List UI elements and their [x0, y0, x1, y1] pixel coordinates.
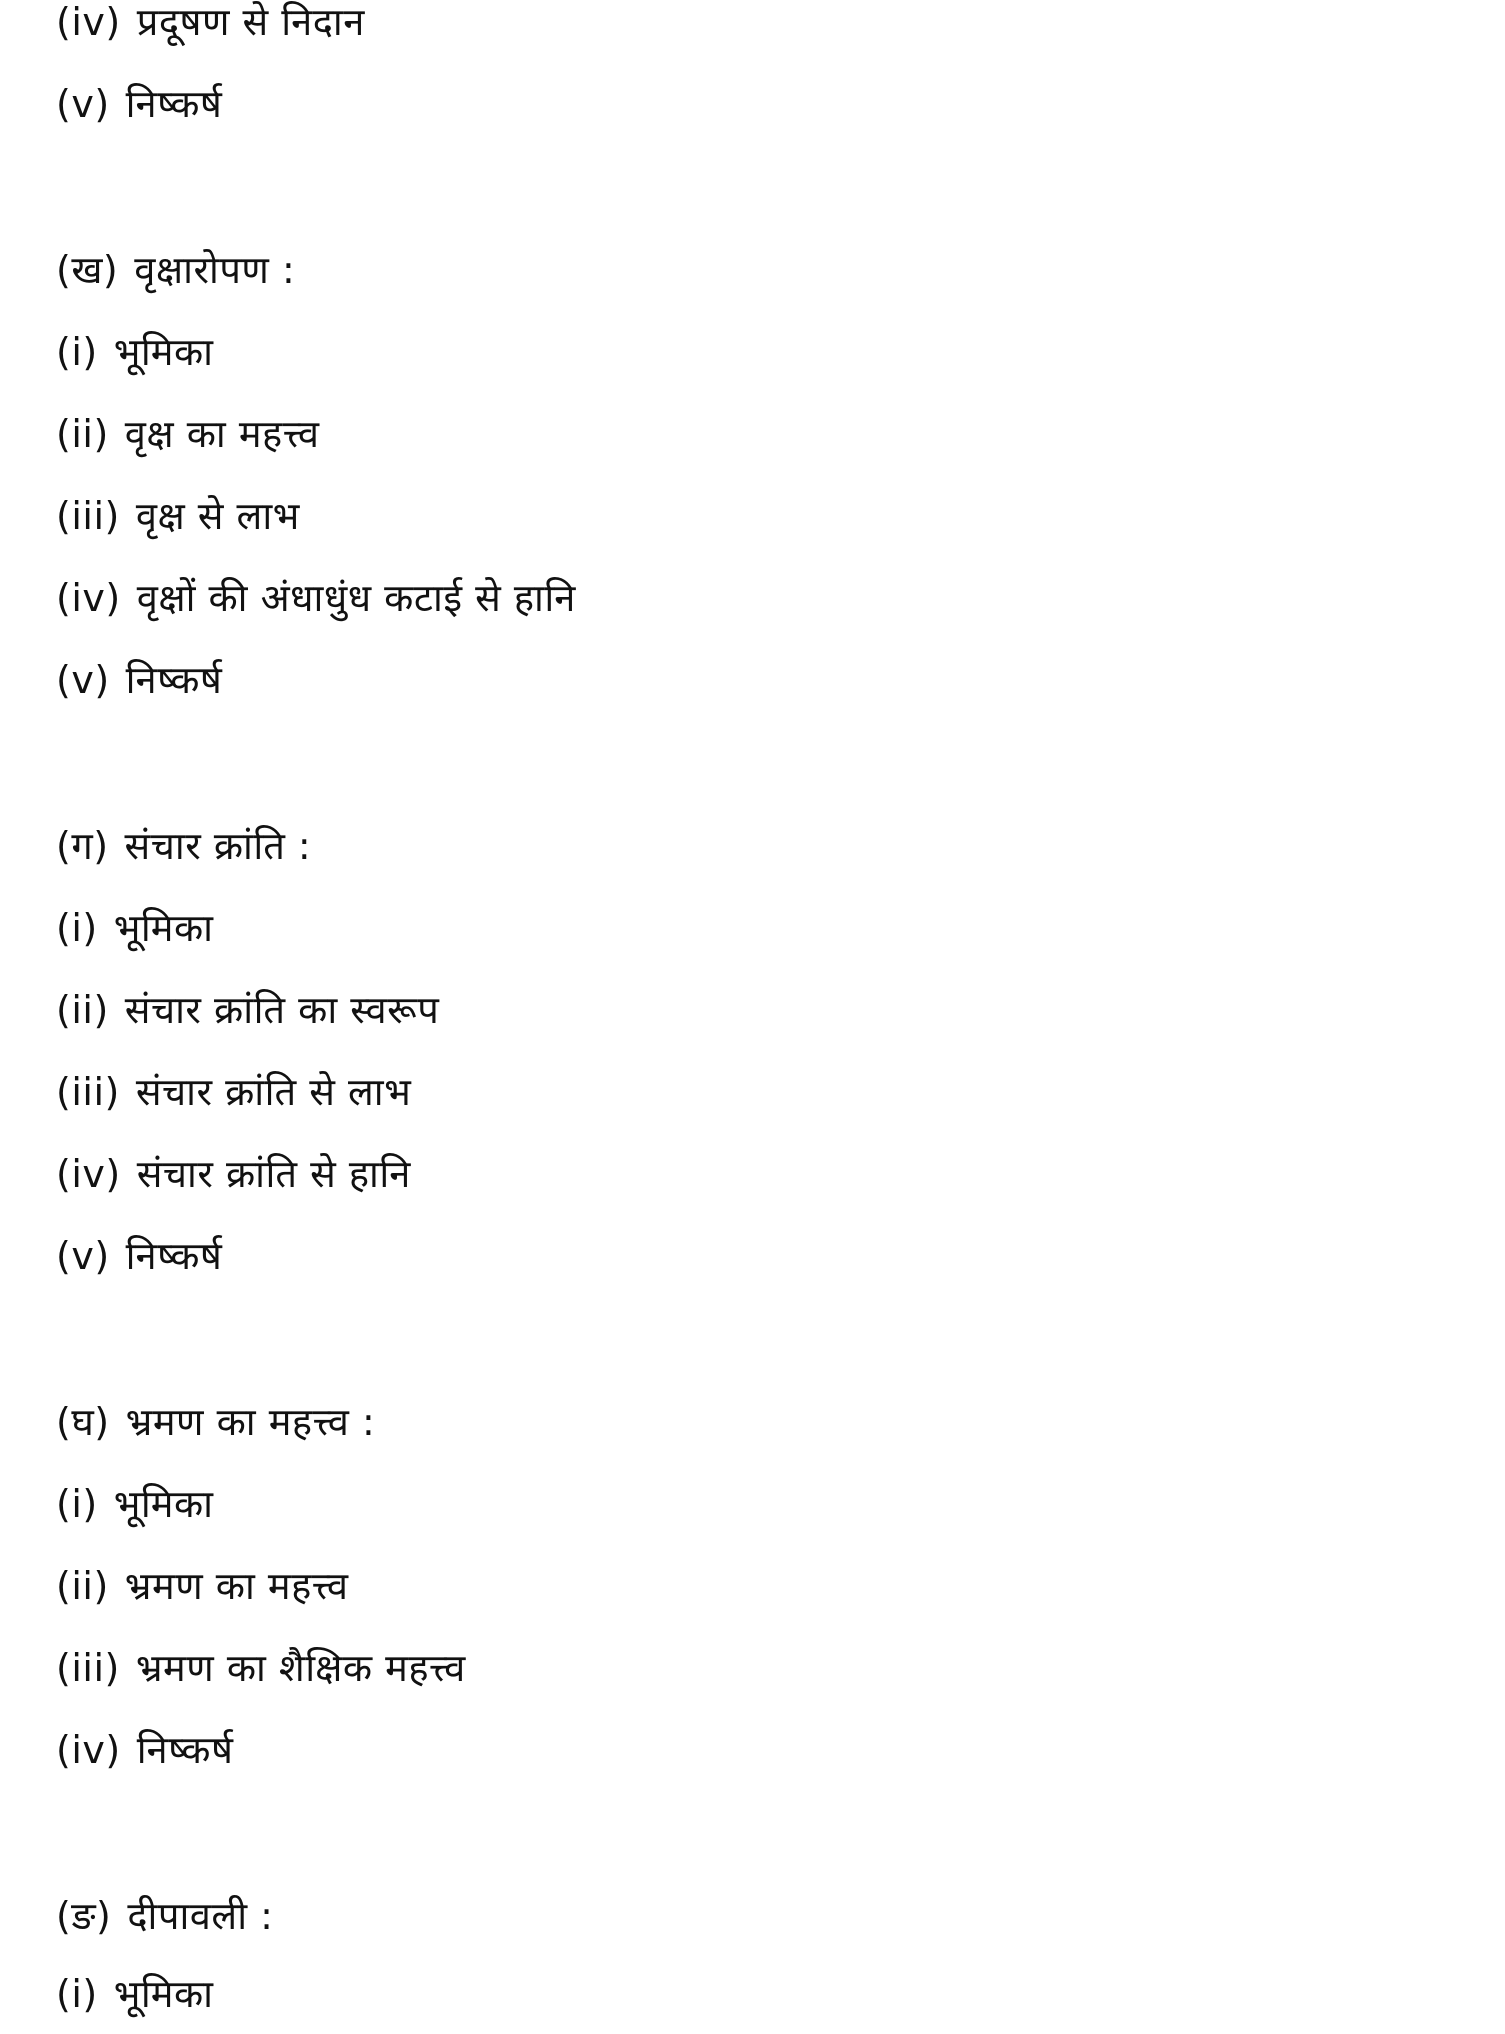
section-heading [56, 240, 295, 300]
list-item [56, 1144, 411, 1204]
item-text: भूमिका [113, 1482, 214, 1526]
section-heading [56, 1886, 273, 1946]
item-text: निष्कर्ष [125, 1234, 223, 1278]
item-text: प्रदूषण से निदान [136, 0, 365, 44]
item-text: संचार क्रांति से हानि [136, 1152, 411, 1196]
item-text: भूमिका [113, 1972, 214, 2016]
item-marker: (v) [56, 658, 110, 702]
list-item [56, 486, 300, 546]
item-text: भूमिका [113, 330, 214, 374]
item-text: भ्रमण का शैक्षिक महत्त्व [135, 1646, 466, 1690]
section-marker: (घ) [56, 1400, 110, 1444]
item-marker: (iv) [56, 1728, 121, 1772]
list-item [56, 1964, 214, 2024]
item-marker: (iii) [56, 1646, 120, 1690]
list-item [56, 1226, 222, 1286]
list-item [56, 1556, 349, 1616]
list-item [56, 1062, 411, 1122]
list-item [56, 650, 222, 710]
item-marker: (ii) [56, 1564, 109, 1608]
item-marker: (ii) [56, 412, 109, 456]
item-text: वृक्ष का महत्त्व [124, 412, 320, 456]
list-item [56, 74, 222, 134]
item-text: निष्कर्ष [125, 658, 223, 702]
list-item [56, 0, 365, 52]
section-heading [56, 1392, 375, 1452]
item-text: संचार क्रांति का स्वरूप [124, 988, 440, 1032]
item-marker: (iii) [56, 494, 120, 538]
item-text: निष्कर्ष [125, 82, 223, 126]
section-heading [56, 816, 311, 876]
item-text: वृक्षों की अंधाधुंध कटाई से हानि [136, 576, 576, 620]
section-marker: (ख) [56, 248, 119, 292]
section-title: दीपावली : [127, 1894, 274, 1938]
item-text: भ्रमण का महत्त्व [124, 1564, 349, 1608]
section-title: वृक्षारोपण : [134, 248, 296, 292]
list-item [56, 1638, 466, 1698]
item-text: निष्कर्ष [136, 1728, 234, 1772]
list-item [56, 1474, 214, 1534]
item-marker: (iv) [56, 0, 121, 44]
list-item [56, 898, 214, 958]
item-marker: (iii) [56, 1070, 120, 1114]
section-title: भ्रमण का महत्त्व : [125, 1400, 376, 1444]
item-marker: (i) [56, 1972, 98, 2016]
item-marker: (ii) [56, 988, 109, 1032]
list-item [56, 568, 576, 628]
item-marker: (i) [56, 330, 98, 374]
section-marker: (ङ) [56, 1894, 112, 1938]
list-item [56, 322, 214, 382]
list-item [56, 1720, 233, 1780]
list-item [56, 404, 320, 464]
item-marker: (iv) [56, 576, 121, 620]
item-marker: (v) [56, 82, 110, 126]
item-marker: (iv) [56, 1152, 121, 1196]
section-title: संचार क्रांति : [124, 824, 312, 868]
item-marker: (i) [56, 1482, 98, 1526]
item-marker: (v) [56, 1234, 110, 1278]
item-text: भूमिका [113, 906, 214, 950]
item-text: संचार क्रांति से लाभ [135, 1070, 412, 1114]
section-marker: (ग) [56, 824, 109, 868]
list-item [56, 980, 439, 1040]
item-marker: (i) [56, 906, 98, 950]
item-text: वृक्ष से लाभ [135, 494, 300, 538]
